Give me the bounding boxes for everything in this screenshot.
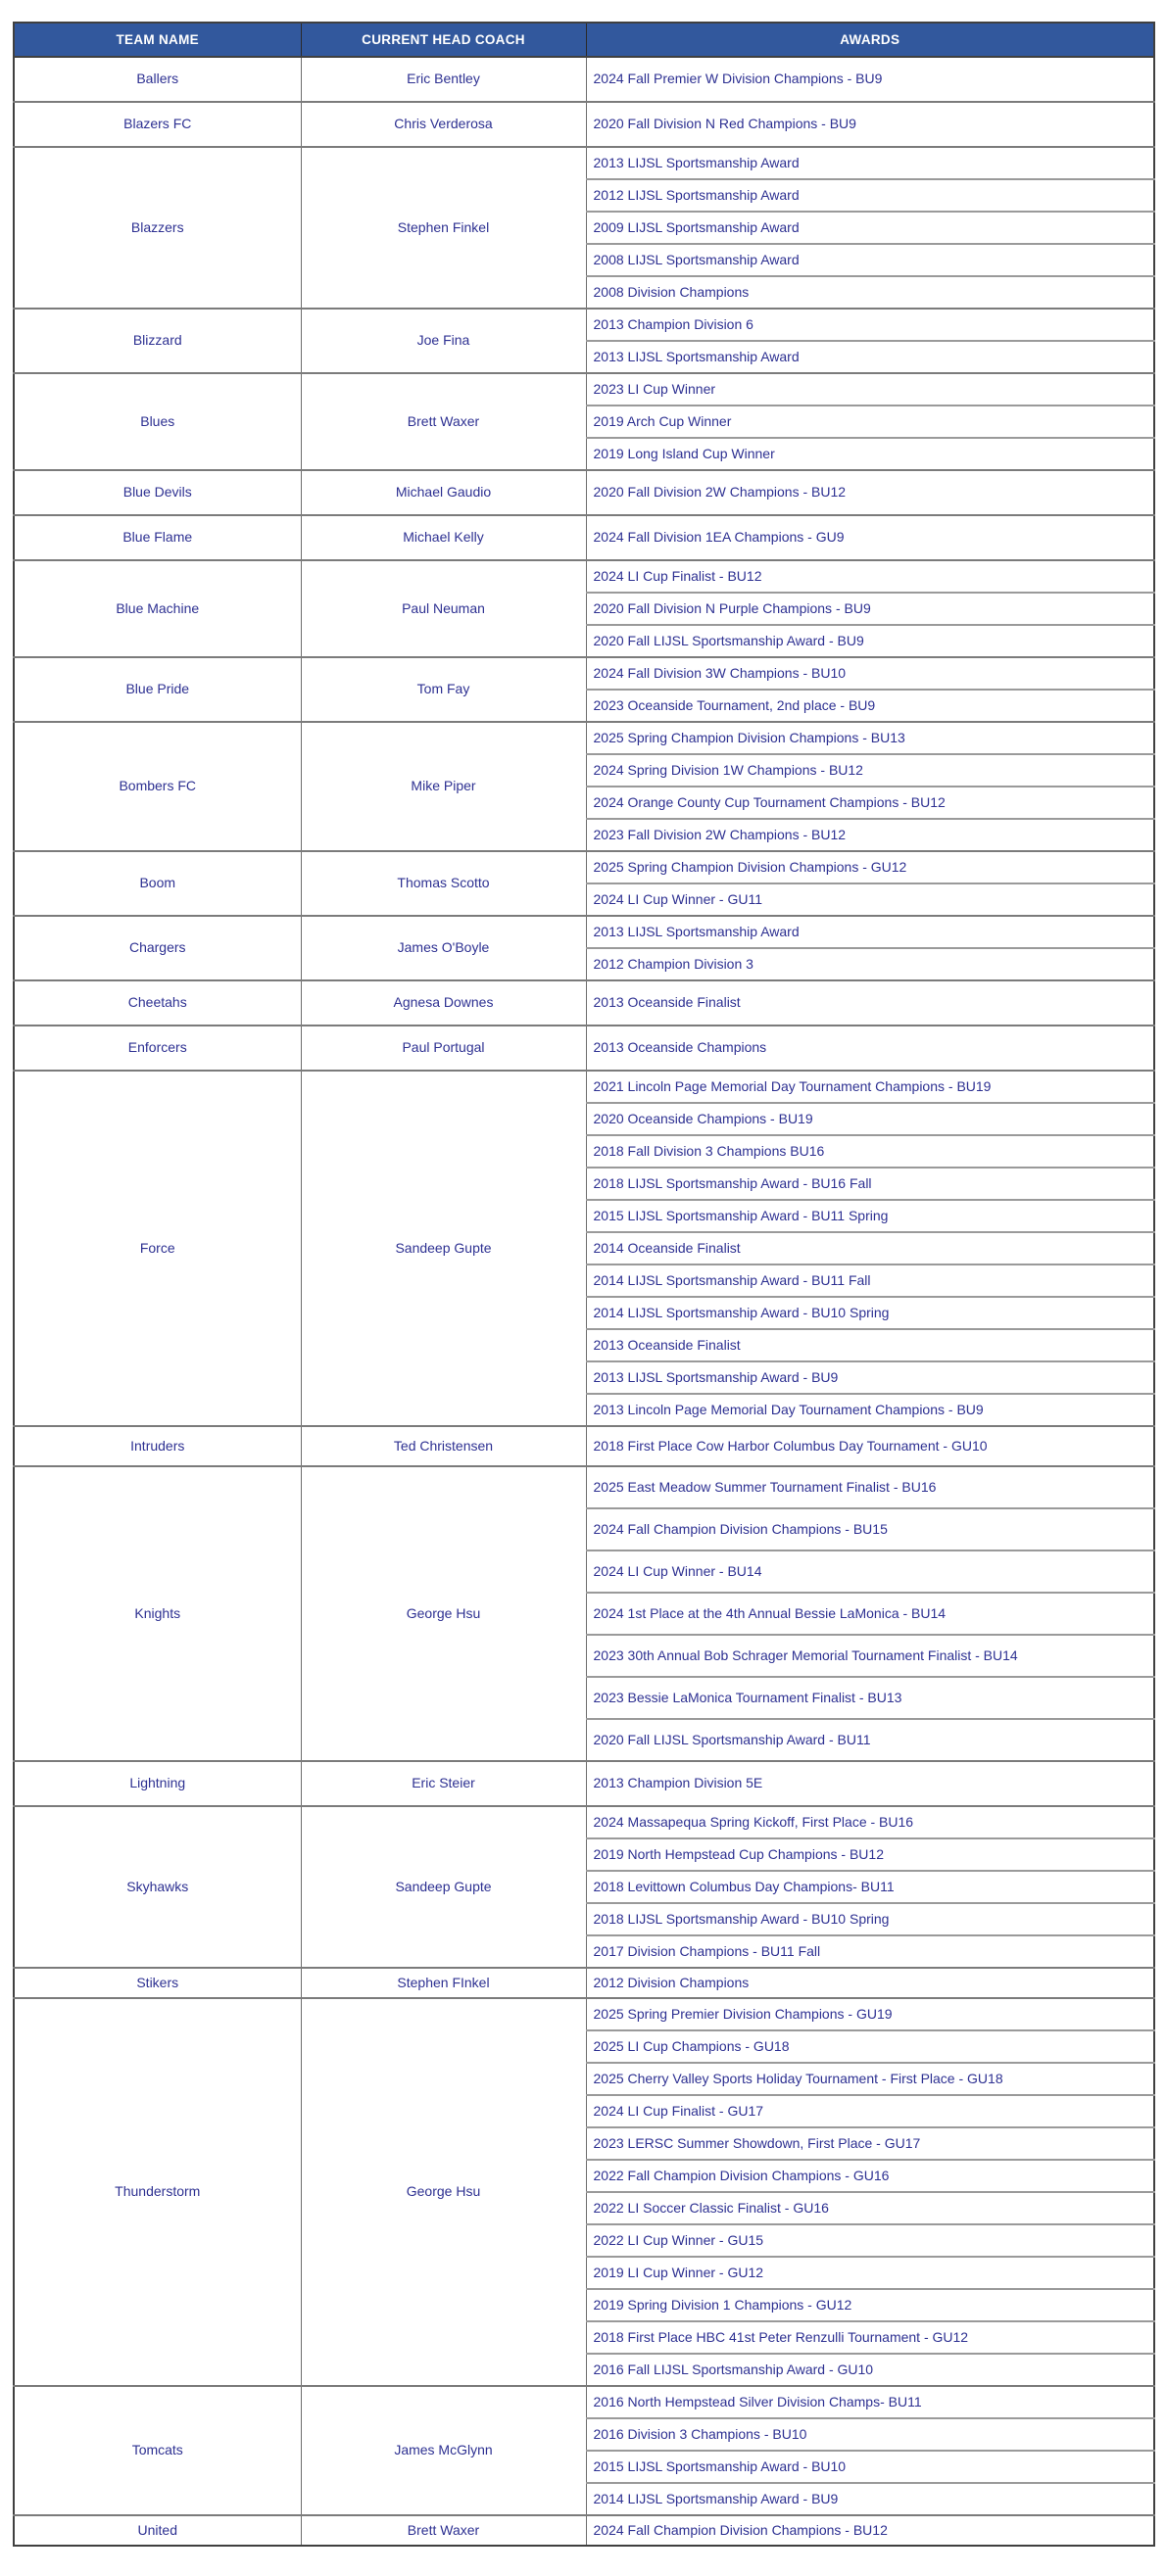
table-row [14, 1071, 1154, 1103]
award-cell: 2013 Champion Division 6 [586, 309, 1154, 341]
award-cell: 2022 LI Soccer Classic Finalist - GU16 [586, 2192, 1154, 2224]
table-row [14, 515, 1154, 560]
coach-cell: Eric Bentley [301, 57, 586, 102]
coach-cell: Agnesa Downes [301, 980, 586, 1026]
coach-cell: Michael Kelly [301, 515, 586, 560]
award-cell: 2024 Spring Division 1W Champions - BU12 [586, 754, 1154, 787]
table-body [14, 57, 1154, 2546]
coach-cell: James McGlynn [301, 2386, 586, 2515]
team-name-cell: Blazzers [14, 147, 301, 309]
award-cell: 2024 Fall Division 3W Champions - BU10 [586, 657, 1154, 690]
coach-cell: George Hsu [301, 1466, 586, 1761]
team-name-cell: United [14, 2515, 301, 2546]
team-name-cell: Force [14, 1071, 301, 1426]
award-cell: 2014 Oceanside Finalist [586, 1232, 1154, 1264]
award-cell: 2022 LI Cup Winner - GU15 [586, 2224, 1154, 2257]
team-name-cell: Tomcats [14, 2386, 301, 2515]
award-cell: 2013 Champion Division 5E [586, 1761, 1154, 1806]
award-cell: 2018 LIJSL Sportsmanship Award - BU10 Spring [586, 1903, 1154, 1935]
coach-cell: Stephen Finkel [301, 147, 586, 309]
award-cell: 2019 LI Cup Winner - GU12 [586, 2257, 1154, 2289]
award-cell: 2019 Long Island Cup Winner [586, 438, 1154, 470]
award-cell: 2016 Fall LIJSL Sportsmanship Award - GU10 [586, 2354, 1154, 2386]
table-row [14, 373, 1154, 405]
team-name-cell: Blizzard [14, 309, 301, 373]
award-cell: 2018 First Place Cow Harbor Columbus Day Tournament - GU10 [586, 1426, 1154, 1466]
header-team-name: TEAM NAME [14, 23, 301, 57]
header-current-head-coach: CURRENT HEAD COACH [301, 23, 586, 57]
coach-cell: Tom Fay [301, 657, 586, 722]
table-row [14, 1466, 1154, 1508]
team-name-cell: Ballers [14, 57, 301, 102]
award-cell: 2013 Lincoln Page Memorial Day Tournament Champions - BU9 [586, 1394, 1154, 1426]
award-cell: 2015 LIJSL Sportsmanship Award - BU10 [586, 2451, 1154, 2483]
award-cell: 2022 Fall Champion Division Champions - GU16 [586, 2160, 1154, 2192]
coach-cell: James O'Boyle [301, 916, 586, 980]
table-row [14, 1761, 1154, 1806]
award-cell: 2014 LIJSL Sportsmanship Award - BU9 [586, 2483, 1154, 2515]
coach-cell: Mike Piper [301, 722, 586, 851]
table-row [14, 722, 1154, 754]
table-row [14, 2386, 1154, 2418]
table-row [14, 147, 1154, 179]
award-cell: 2018 LIJSL Sportsmanship Award - BU16 Fall [586, 1168, 1154, 1200]
table-row [14, 1998, 1154, 2030]
award-cell: 2008 LIJSL Sportsmanship Award [586, 244, 1154, 276]
award-cell: 2024 LI Cup Finalist - BU12 [586, 560, 1154, 593]
team-name-cell: Boom [14, 851, 301, 916]
team-name-cell: Blue Flame [14, 515, 301, 560]
award-cell: 2025 Spring Champion Division Champions - GU12 [586, 851, 1154, 883]
coach-cell: George Hsu [301, 1998, 586, 2386]
table-row [14, 1806, 1154, 1838]
table-row [14, 1426, 1154, 1466]
award-cell: 2024 Fall Division 1EA Champions - GU9 [586, 515, 1154, 560]
award-cell: 2018 Fall Division 3 Champions BU16 [586, 1135, 1154, 1168]
award-cell: 2020 Oceanside Champions - BU19 [586, 1103, 1154, 1135]
team-name-cell: Enforcers [14, 1026, 301, 1071]
award-cell: 2020 Fall LIJSL Sportsmanship Award - BU11 [586, 1719, 1154, 1761]
award-cell: 2025 Spring Premier Division Champions - GU19 [586, 1998, 1154, 2030]
award-cell: 2025 LI Cup Champions - GU18 [586, 2030, 1154, 2063]
award-cell: 2012 LIJSL Sportsmanship Award [586, 179, 1154, 212]
award-cell: 2023 30th Annual Bob Schrager Memorial Tournament Finalist - BU14 [586, 1635, 1154, 1677]
award-cell: 2023 Oceanside Tournament, 2nd place - BU9 [586, 690, 1154, 722]
award-cell: 2016 Division 3 Champions - BU10 [586, 2418, 1154, 2451]
team-name-cell: Bombers FC [14, 722, 301, 851]
award-cell: 2009 LIJSL Sportsmanship Award [586, 212, 1154, 244]
award-cell: 2018 Levittown Columbus Day Champions- BU11 [586, 1871, 1154, 1903]
coach-cell: Thomas Scotto [301, 851, 586, 916]
table-row [14, 2515, 1154, 2546]
coach-cell: Brett Waxer [301, 2515, 586, 2546]
award-cell: 2015 LIJSL Sportsmanship Award - BU11 Spring [586, 1200, 1154, 1232]
team-name-cell: Thunderstorm [14, 1998, 301, 2386]
award-cell: 2019 North Hempstead Cup Champions - BU12 [586, 1838, 1154, 1871]
coach-cell: Joe Fina [301, 309, 586, 373]
award-cell: 2023 Fall Division 2W Champions - BU12 [586, 819, 1154, 851]
team-name-cell: Stikers [14, 1968, 301, 1998]
award-cell: 2018 First Place HBC 41st Peter Renzulli Tournament - GU12 [586, 2321, 1154, 2354]
award-cell: 2013 LIJSL Sportsmanship Award [586, 147, 1154, 179]
award-cell: 2020 Fall Division N Red Champions - BU9 [586, 102, 1154, 147]
award-cell: 2013 Oceanside Finalist [586, 980, 1154, 1026]
table-row [14, 916, 1154, 948]
award-cell: 2023 Bessie LaMonica Tournament Finalist - BU13 [586, 1677, 1154, 1719]
award-cell: 2014 LIJSL Sportsmanship Award - BU10 Spring [586, 1297, 1154, 1329]
award-cell: 2013 LIJSL Sportsmanship Award [586, 341, 1154, 373]
table-row [14, 657, 1154, 690]
award-cell: 2024 Fall Champion Division Champions - BU15 [586, 1508, 1154, 1550]
table-header-row [14, 23, 1154, 57]
award-cell: 2024 Orange County Cup Tournament Champions - BU12 [586, 787, 1154, 819]
team-name-cell: Intruders [14, 1426, 301, 1466]
team-name-cell: Skyhawks [14, 1806, 301, 1968]
team-name-cell: Blazers FC [14, 102, 301, 147]
award-cell: 2008 Division Champions [586, 276, 1154, 309]
award-cell: 2012 Division Champions [586, 1968, 1154, 1998]
award-cell: 2013 Oceanside Finalist [586, 1329, 1154, 1361]
table-row [14, 470, 1154, 515]
team-name-cell: Chargers [14, 916, 301, 980]
table-row [14, 309, 1154, 341]
coach-cell: Chris Verderosa [301, 102, 586, 147]
team-name-cell: Blue Pride [14, 657, 301, 722]
table-row [14, 1968, 1154, 1998]
header-awards: AWARDS [586, 23, 1154, 57]
table-row [14, 102, 1154, 147]
award-cell: 2012 Champion Division 3 [586, 948, 1154, 980]
award-cell: 2017 Division Champions - BU11 Fall [586, 1935, 1154, 1968]
team-name-cell: Blue Devils [14, 470, 301, 515]
award-cell: 2023 LERSC Summer Showdown, First Place - GU17 [586, 2127, 1154, 2160]
award-cell: 2024 Fall Premier W Division Champions - BU9 [586, 57, 1154, 102]
award-cell: 2013 Oceanside Champions [586, 1026, 1154, 1071]
award-cell: 2023 LI Cup Winner [586, 373, 1154, 405]
award-cell: 2024 LI Cup Winner - GU11 [586, 883, 1154, 916]
team-name-cell: Blues [14, 373, 301, 470]
team-name-cell: Cheetahs [14, 980, 301, 1026]
award-cell: 2020 Fall LIJSL Sportsmanship Award - BU9 [586, 625, 1154, 657]
table-row [14, 851, 1154, 883]
award-cell: 2020 Fall Division 2W Champions - BU12 [586, 470, 1154, 515]
award-cell: 2014 LIJSL Sportsmanship Award - BU11 Fall [586, 1264, 1154, 1297]
coach-cell: Brett Waxer [301, 373, 586, 470]
award-cell: 2024 1st Place at the 4th Annual Bessie LaMonica - BU14 [586, 1593, 1154, 1635]
table-row [14, 57, 1154, 102]
coach-cell: Stephen FInkel [301, 1968, 586, 1998]
award-cell: 2020 Fall Division N Purple Champions - BU9 [586, 593, 1154, 625]
award-cell: 2024 LI Cup Finalist - GU17 [586, 2095, 1154, 2127]
award-cell: 2025 Spring Champion Division Champions - BU13 [586, 722, 1154, 754]
table-row [14, 980, 1154, 1026]
team-name-cell: Knights [14, 1466, 301, 1761]
team-name-cell: Blue Machine [14, 560, 301, 657]
award-cell: 2019 Spring Division 1 Champions - GU12 [586, 2289, 1154, 2321]
award-cell: 2024 LI Cup Winner - BU14 [586, 1550, 1154, 1593]
award-cell: 2019 Arch Cup Winner [586, 405, 1154, 438]
award-cell: 2025 East Meadow Summer Tournament Finalist - BU16 [586, 1466, 1154, 1508]
award-cell: 2013 LIJSL Sportsmanship Award - BU9 [586, 1361, 1154, 1394]
award-cell: 2021 Lincoln Page Memorial Day Tournament Champions - BU19 [586, 1071, 1154, 1103]
team-awards-table [13, 22, 1155, 2547]
award-cell: 2016 North Hempstead Silver Division Champs- BU11 [586, 2386, 1154, 2418]
coach-cell: Sandeep Gupte [301, 1071, 586, 1426]
team-name-cell: Lightning [14, 1761, 301, 1806]
coach-cell: Sandeep Gupte [301, 1806, 586, 1968]
coach-cell: Ted Christensen [301, 1426, 586, 1466]
coach-cell: Paul Portugal [301, 1026, 586, 1071]
table-row [14, 1026, 1154, 1071]
award-cell: 2024 Fall Champion Division Champions - BU12 [586, 2515, 1154, 2546]
award-cell: 2013 LIJSL Sportsmanship Award [586, 916, 1154, 948]
award-cell: 2025 Cherry Valley Sports Holiday Tournament - First Place - GU18 [586, 2063, 1154, 2095]
coach-cell: Paul Neuman [301, 560, 586, 657]
coach-cell: Michael Gaudio [301, 470, 586, 515]
coach-cell: Eric Steier [301, 1761, 586, 1806]
award-cell: 2024 Massapequa Spring Kickoff, First Place - BU16 [586, 1806, 1154, 1838]
table-row [14, 560, 1154, 593]
